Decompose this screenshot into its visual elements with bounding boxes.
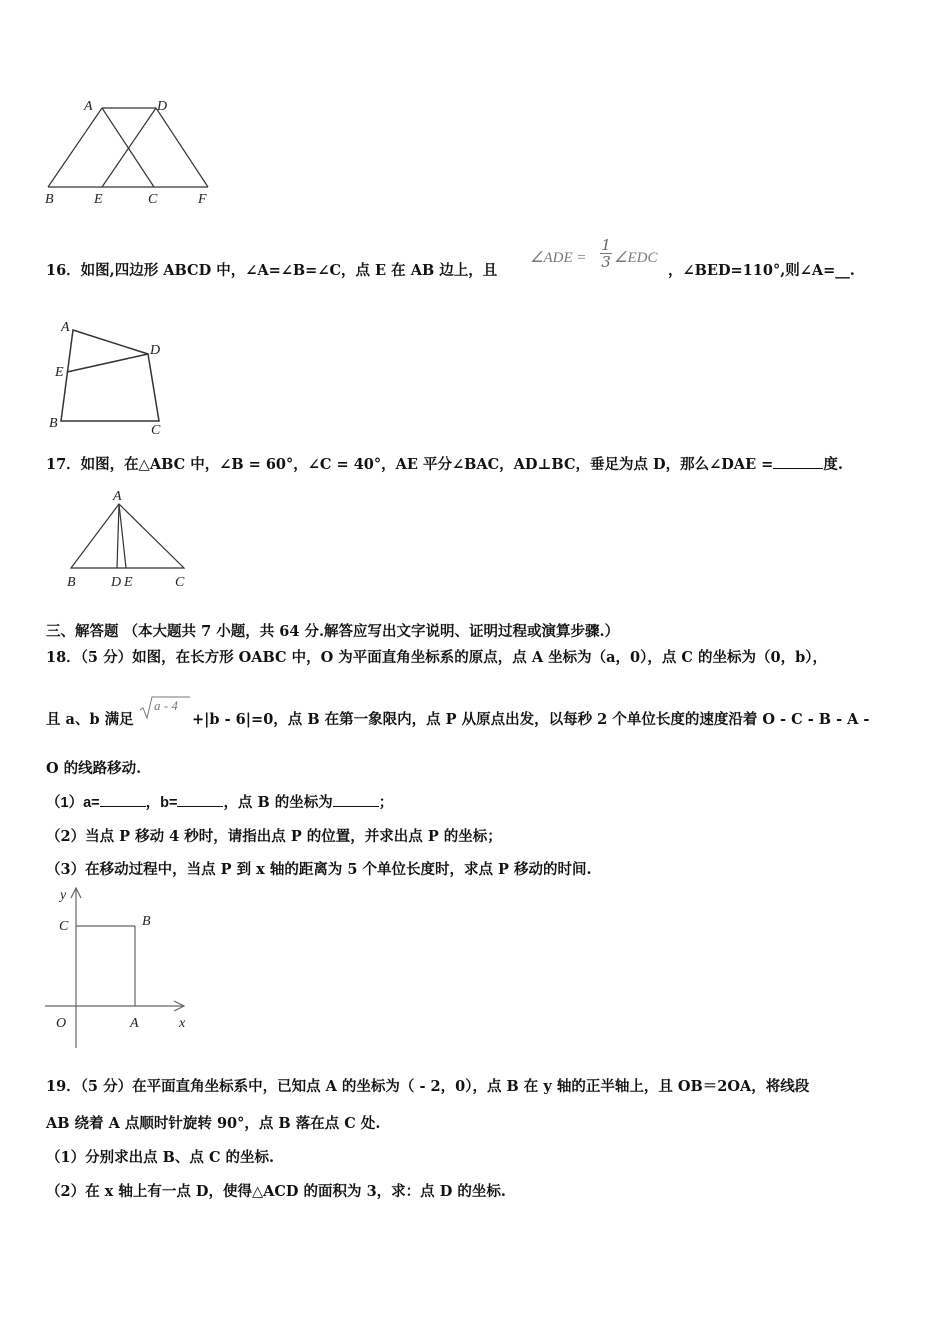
- q16-math-right: ∠EDC: [614, 250, 658, 266]
- fig17-label-d: D: [111, 575, 122, 590]
- fig18-label-a: A: [130, 1016, 139, 1031]
- fig18-label-y: y: [60, 888, 67, 903]
- q18-line3: O 的线路移动.: [46, 760, 142, 777]
- q16-text-after: ，∠BED=110°,则∠A=: [668, 262, 836, 279]
- fig16-label-a: A: [61, 320, 70, 335]
- fig15-label-a: A: [84, 99, 93, 114]
- q19-part2: （2）在 x 轴上有一点 D，使得△ACD 的面积为 3，求：点 D 的坐标.: [46, 1183, 506, 1200]
- section-title: 三、解答题 （本大题共 7 小题，共 64 分.解答应写出文字说明、证明过程或演算步骤.）: [46, 623, 620, 640]
- fig15-label-c: C: [148, 192, 158, 207]
- fig18-label-o: O: [56, 1016, 67, 1031]
- q18-part1-end: ；: [378, 794, 394, 811]
- q16-blank: __.: [835, 262, 855, 279]
- q18-part1-a: （1）a=: [46, 795, 100, 811]
- q17-unit: 度.: [823, 456, 843, 473]
- q18-line2-before: 且 a、b 满足: [46, 711, 134, 728]
- q16-text-before: 16．如图,四边形 ABCD 中，∠A=∠B=∠C，点 E 在 AB 边上，且: [46, 262, 498, 279]
- fig18-label-x: x: [179, 1016, 186, 1031]
- fig15-label-f: F: [198, 192, 207, 207]
- fig18-label-c: C: [59, 919, 69, 934]
- fig15-label-d: D: [157, 99, 168, 114]
- q19-part1: （1）分别求出点 B、点 C 的坐标.: [46, 1149, 275, 1166]
- q18-line1: 18．（5 分）如图，在长方形 OABC 中，O 为平面直角坐标系的原点，点 A 坐标为（a，0），点 C 的坐标为（0，b），: [46, 649, 827, 666]
- fig17-label-a: A: [113, 489, 122, 504]
- fig17-label-b: B: [67, 575, 76, 590]
- q18-part3: （3）在移动过程中，当点 P 到 x 轴的距离为 5 个单位长度时，求点 P 移动的时间.: [46, 861, 592, 878]
- fig17-label-c: C: [175, 575, 185, 590]
- fig17-label-e: E: [124, 575, 133, 590]
- q19-line1: 19．（5 分）在平面直角坐标系中，已知点 A 的坐标为（ - 2，0），点 B 在 y 轴的正半轴上，且 OB＝2OA，将线段: [46, 1078, 810, 1095]
- q19-line2: AB 绕着 A 点顺时针旋转 90°，点 B 落在点 C 处.: [46, 1115, 381, 1132]
- fig15-label-e: E: [94, 192, 103, 207]
- q18-part1-c: ，点 B 的坐标为: [223, 794, 333, 811]
- q18-part2: （2）当点 P 移动 4 秒时，请指出点 P 的位置，并求出点 P 的坐标；: [46, 828, 502, 845]
- q16-frac-num: 1: [601, 236, 611, 254]
- fig15-label-b: B: [45, 192, 54, 207]
- fig16-label-e: E: [55, 365, 64, 380]
- q16-frac-den: 3: [601, 253, 611, 271]
- fig16-label-b: B: [49, 416, 58, 431]
- q18-sqrt-content: a - 4: [154, 698, 178, 713]
- q18-line2-after: +|b - 6|=0，点 B 在第一象限内，点 P 从原点出发，以每秒 2 个单位长度的速度沿着 O - C - B - A -: [192, 711, 870, 728]
- fig18-label-b: B: [142, 914, 151, 929]
- fig16-label-d: D: [150, 343, 161, 358]
- q16-math-left: ∠ADE =: [530, 250, 587, 266]
- fig16-label-c: C: [151, 423, 161, 438]
- q18-part1-b: ，b=: [145, 795, 178, 811]
- q17-stem: 17．如图，在△ABC 中，∠B = 60°，∠C = 40°，AE 平分∠BAC，AD⊥BC，垂足为点 D，那么∠DAE =: [46, 456, 774, 473]
